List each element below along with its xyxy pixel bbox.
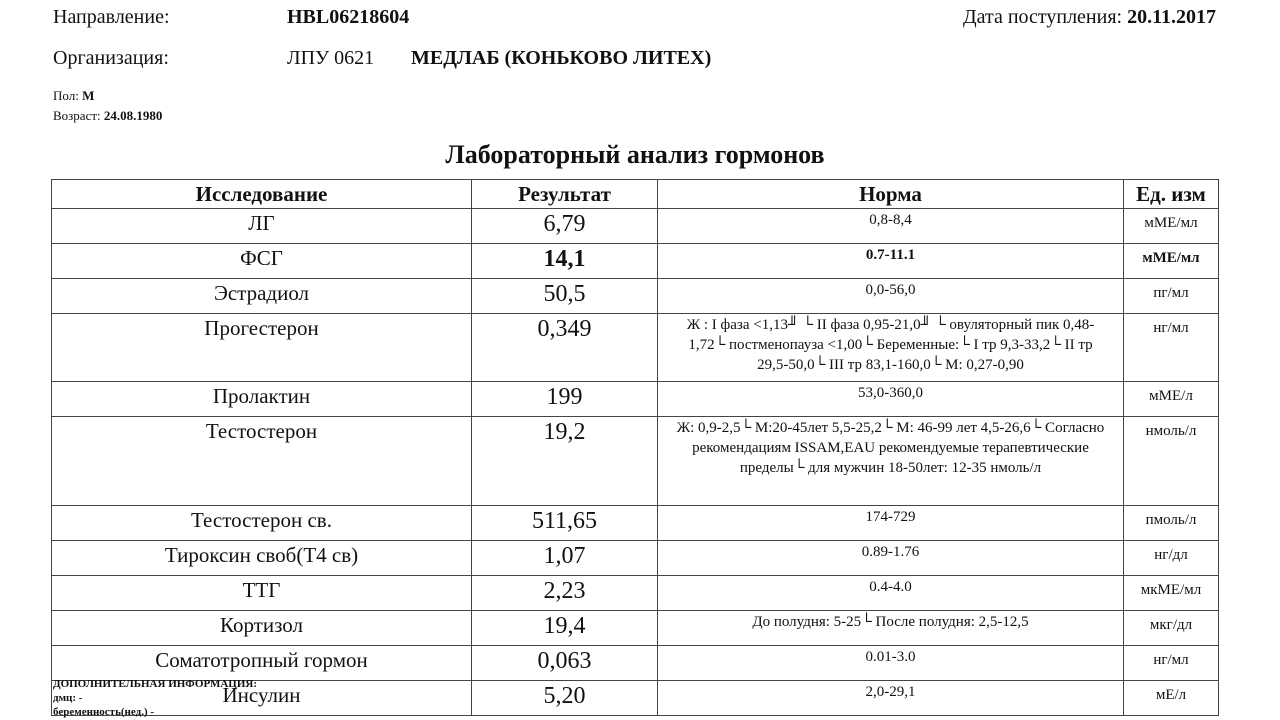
table-row [52,611,1219,646]
test-result: 19,4 [472,611,658,646]
table-row [52,244,1219,279]
table-row [52,417,1219,506]
test-name: Тестостерон св. [52,506,472,541]
test-norm: 0,0-56,0 [658,279,1124,314]
date-value: 20.11.2017 [1127,6,1216,28]
column-header-test: Исследование [52,180,472,209]
test-unit: пмоль/л [1124,506,1219,541]
test-unit: мМЕ/л [1124,382,1219,417]
age-field [53,108,162,124]
test-norm: 0,8-8,4 [658,209,1124,244]
test-name: ТТГ [52,576,472,611]
test-result: 6,79 [472,209,658,244]
test-name: Тироксин своб(Т4 св) [52,541,472,576]
column-header-norm: Норма [658,180,1124,209]
test-norm: 0.89-1.76 [658,541,1124,576]
table-row [52,576,1219,611]
direction-value: HBL06218604 [287,6,410,28]
test-result: 50,5 [472,279,658,314]
direction-label: Направление: [53,6,170,28]
test-name: Инсулин [52,681,472,716]
test-unit: пг/мл [1124,279,1219,314]
test-norm: Ж : I фаза <1,13╜ └ II фаза 0,95-21,0╜ └ овуляторный пик 0,48-1,72└ постменопауза <1,00└ Беременные:└ I тр 9,3-33,2└ II тр 29,5-50,0└ III тр 83,1-160,0└ М: 0,27-0,90 [686,317,1095,373]
receipt-date [963,6,1216,29]
table-row [52,382,1219,417]
test-result: 0,349 [472,314,658,382]
org-code: ЛПУ 0621 [287,47,375,69]
test-norm: 174-729 [658,506,1124,541]
age-label: Возраст: [53,108,101,123]
test-unit: мЕ/л [1124,681,1219,716]
test-result: 0,063 [472,646,658,681]
sex-label: Пол: [53,88,79,103]
test-name: Пролактин [52,382,472,417]
sex-value: М [82,88,95,103]
age-value: 24.08.1980 [103,108,163,123]
table-row [52,279,1219,314]
table-row [52,314,1219,382]
test-unit: нг/дл [1124,541,1219,576]
test-unit: мМЕ/мл [1124,244,1219,279]
test-name: Эстрадиол [52,279,472,314]
test-unit: нмоль/л [1124,417,1219,506]
test-norm: Ж: 0,9-2,5└ М:20-45лет 5,5-25,2└ М: 46-99 лет 4,5-26,6└ Согласно рекомендациям ISSAM,EAU рекомендуемые терапевтические пределы└ для мужчин 18-50лет: 12-35 нмоль/л [676,420,1105,476]
column-header-unit: Ед. изм [1124,180,1219,209]
test-norm: 0.01-3.0 [658,646,1124,681]
test-name: Тестостерон [52,417,472,506]
test-unit: мМЕ/мл [1124,209,1219,244]
table-row [52,209,1219,244]
dmc-field: дмц: - [53,692,83,704]
date-label: Дата поступления: [962,6,1123,28]
test-unit: мкг/дл [1124,611,1219,646]
test-unit: нг/мл [1124,314,1219,382]
pregnancy-field: беременность(нед.) - [53,706,155,718]
test-name: Кортизол [52,611,472,646]
test-unit: мкМЕ/мл [1124,576,1219,611]
sex-field [53,88,94,104]
table-row [52,506,1219,541]
results-table [51,179,1219,716]
document-title: Лабораторный анализ гормонов [445,140,825,169]
test-result: 2,23 [472,576,658,611]
test-norm: До полудня: 5-25└ После полудня: 2,5-12,5 [658,611,1124,646]
test-name: Прогестерон [52,314,472,382]
test-norm: 2,0-29,1 [658,681,1124,716]
org-name: МЕДЛАБ (КОНЬКОВО ЛИТЕХ) [411,47,712,69]
test-result: 14,1 [472,244,658,279]
test-name: Соматотропный гормон [52,646,472,681]
test-name: ЛГ [52,209,472,244]
column-header-result: Результат [472,180,658,209]
test-result: 1,07 [472,541,658,576]
table-row [52,541,1219,576]
test-result: 19,2 [472,417,658,506]
additional-info-heading: ДОПОЛНИТЕЛЬНАЯ ИНФОРМАЦИЯ: [53,678,257,690]
test-result: 199 [472,382,658,417]
test-result: 511,65 [472,506,658,541]
table-row [52,646,1219,681]
test-norm: 0.4-4.0 [658,576,1124,611]
test-norm: 53,0-360,0 [658,382,1124,417]
org-label: Организация: [53,47,169,69]
test-result: 5,20 [472,681,658,716]
test-norm: 0.7-11.1 [658,244,1124,279]
test-name: ФСГ [52,244,472,279]
table-header-row [52,180,1219,209]
test-unit: нг/мл [1124,646,1219,681]
